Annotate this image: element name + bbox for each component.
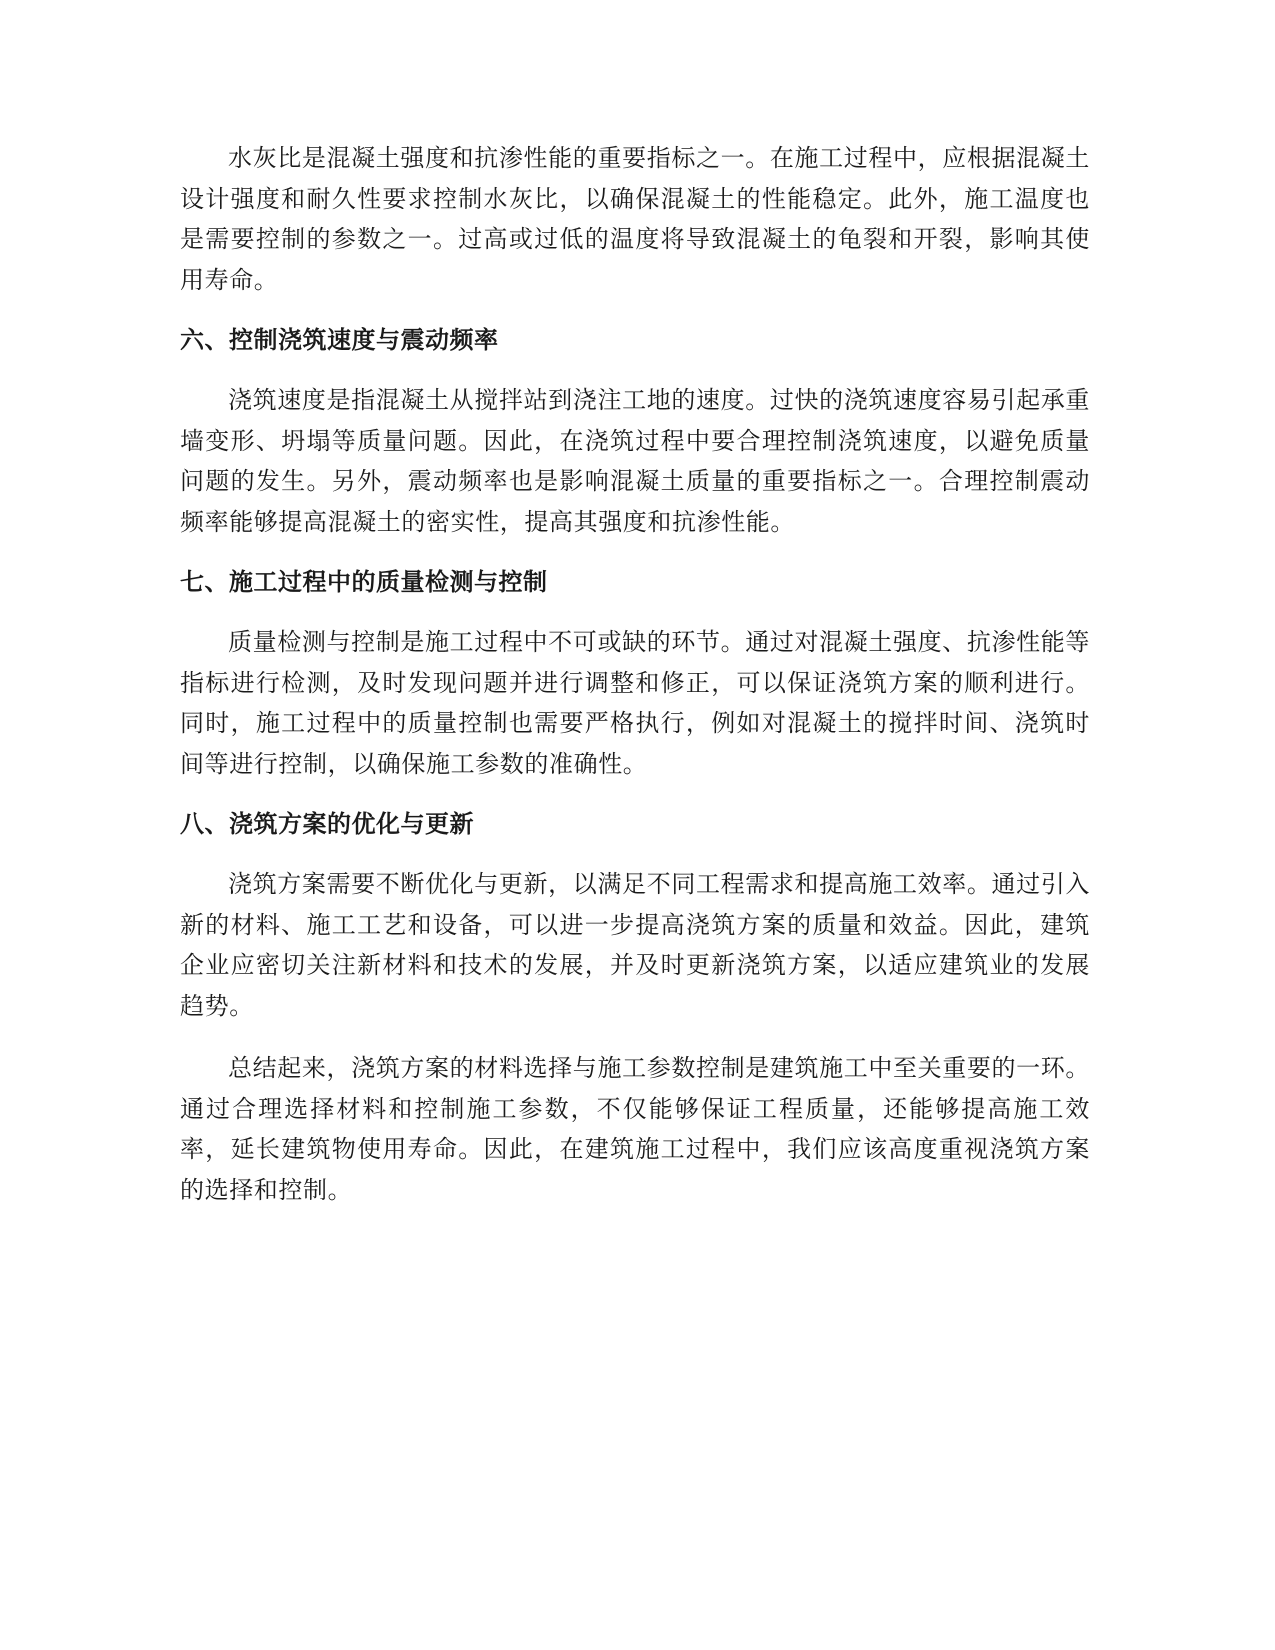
paragraph-plan-optimization: 浇筑方案需要不断优化与更新，以满足不同工程需求和提高施工效率。通过引入新的材料、施工工艺和设备，可以进一步提高浇筑方案的质量和效益。因此，建筑企业应密切关注新材料和技术的发展，并及时更新浇筑方案，以适应建筑业的发展趋势。	[180, 870, 1090, 1020]
section-heading-8: 八、浇筑方案的优化与更新	[180, 810, 474, 838]
paragraph-quality-inspection: 质量检测与控制是施工过程中不可或缺的环节。通过对混凝土强度、抗渗性能等指标进行检测，及时发现问题并进行调整和修正，可以保证浇筑方案的顺利进行。同时，施工过程中的质量控制也需要严格执行，例如对混凝土的搅拌时间、浇筑时间等进行控制，以确保施工参数的准确性。	[180, 628, 1090, 778]
section-heading-7: 七、施工过程中的质量检测与控制	[180, 568, 548, 596]
paragraph-conclusion: 总结起来，浇筑方案的材料选择与施工参数控制是建筑施工中至关重要的一环。通过合理选择材料和控制施工参数，不仅能够保证工程质量，还能够提高施工效率，延长建筑物使用寿命。因此，在建筑施工过程中，我们应该高度重视浇筑方案的选择和控制。	[180, 1054, 1090, 1204]
paragraph-water-cement-ratio: 水灰比是混凝土强度和抗渗性能的重要指标之一。在施工过程中，应根据混凝土设计强度和耐久性要求控制水灰比，以确保混凝土的性能稳定。此外，施工温度也是需要控制的参数之一。过高或过低的温度将导致混凝土的龟裂和开裂，影响其使用寿命。	[180, 144, 1090, 294]
paragraph-pouring-speed: 浇筑速度是指混凝土从搅拌站到浇注工地的速度。过快的浇筑速度容易引起承重墙变形、坍塌等质量问题。因此，在浇筑过程中要合理控制浇筑速度，以避免质量问题的发生。另外，震动频率也是影响混凝土质量的重要指标之一。合理控制震动频率能够提高混凝土的密实性，提高其强度和抗渗性能。	[180, 386, 1090, 536]
paragraph-spacer	[180, 1026, 1090, 1048]
document-page	[180, 138, 1090, 1210]
section-heading-6: 六、控制浇筑速度与震动频率	[180, 326, 499, 354]
